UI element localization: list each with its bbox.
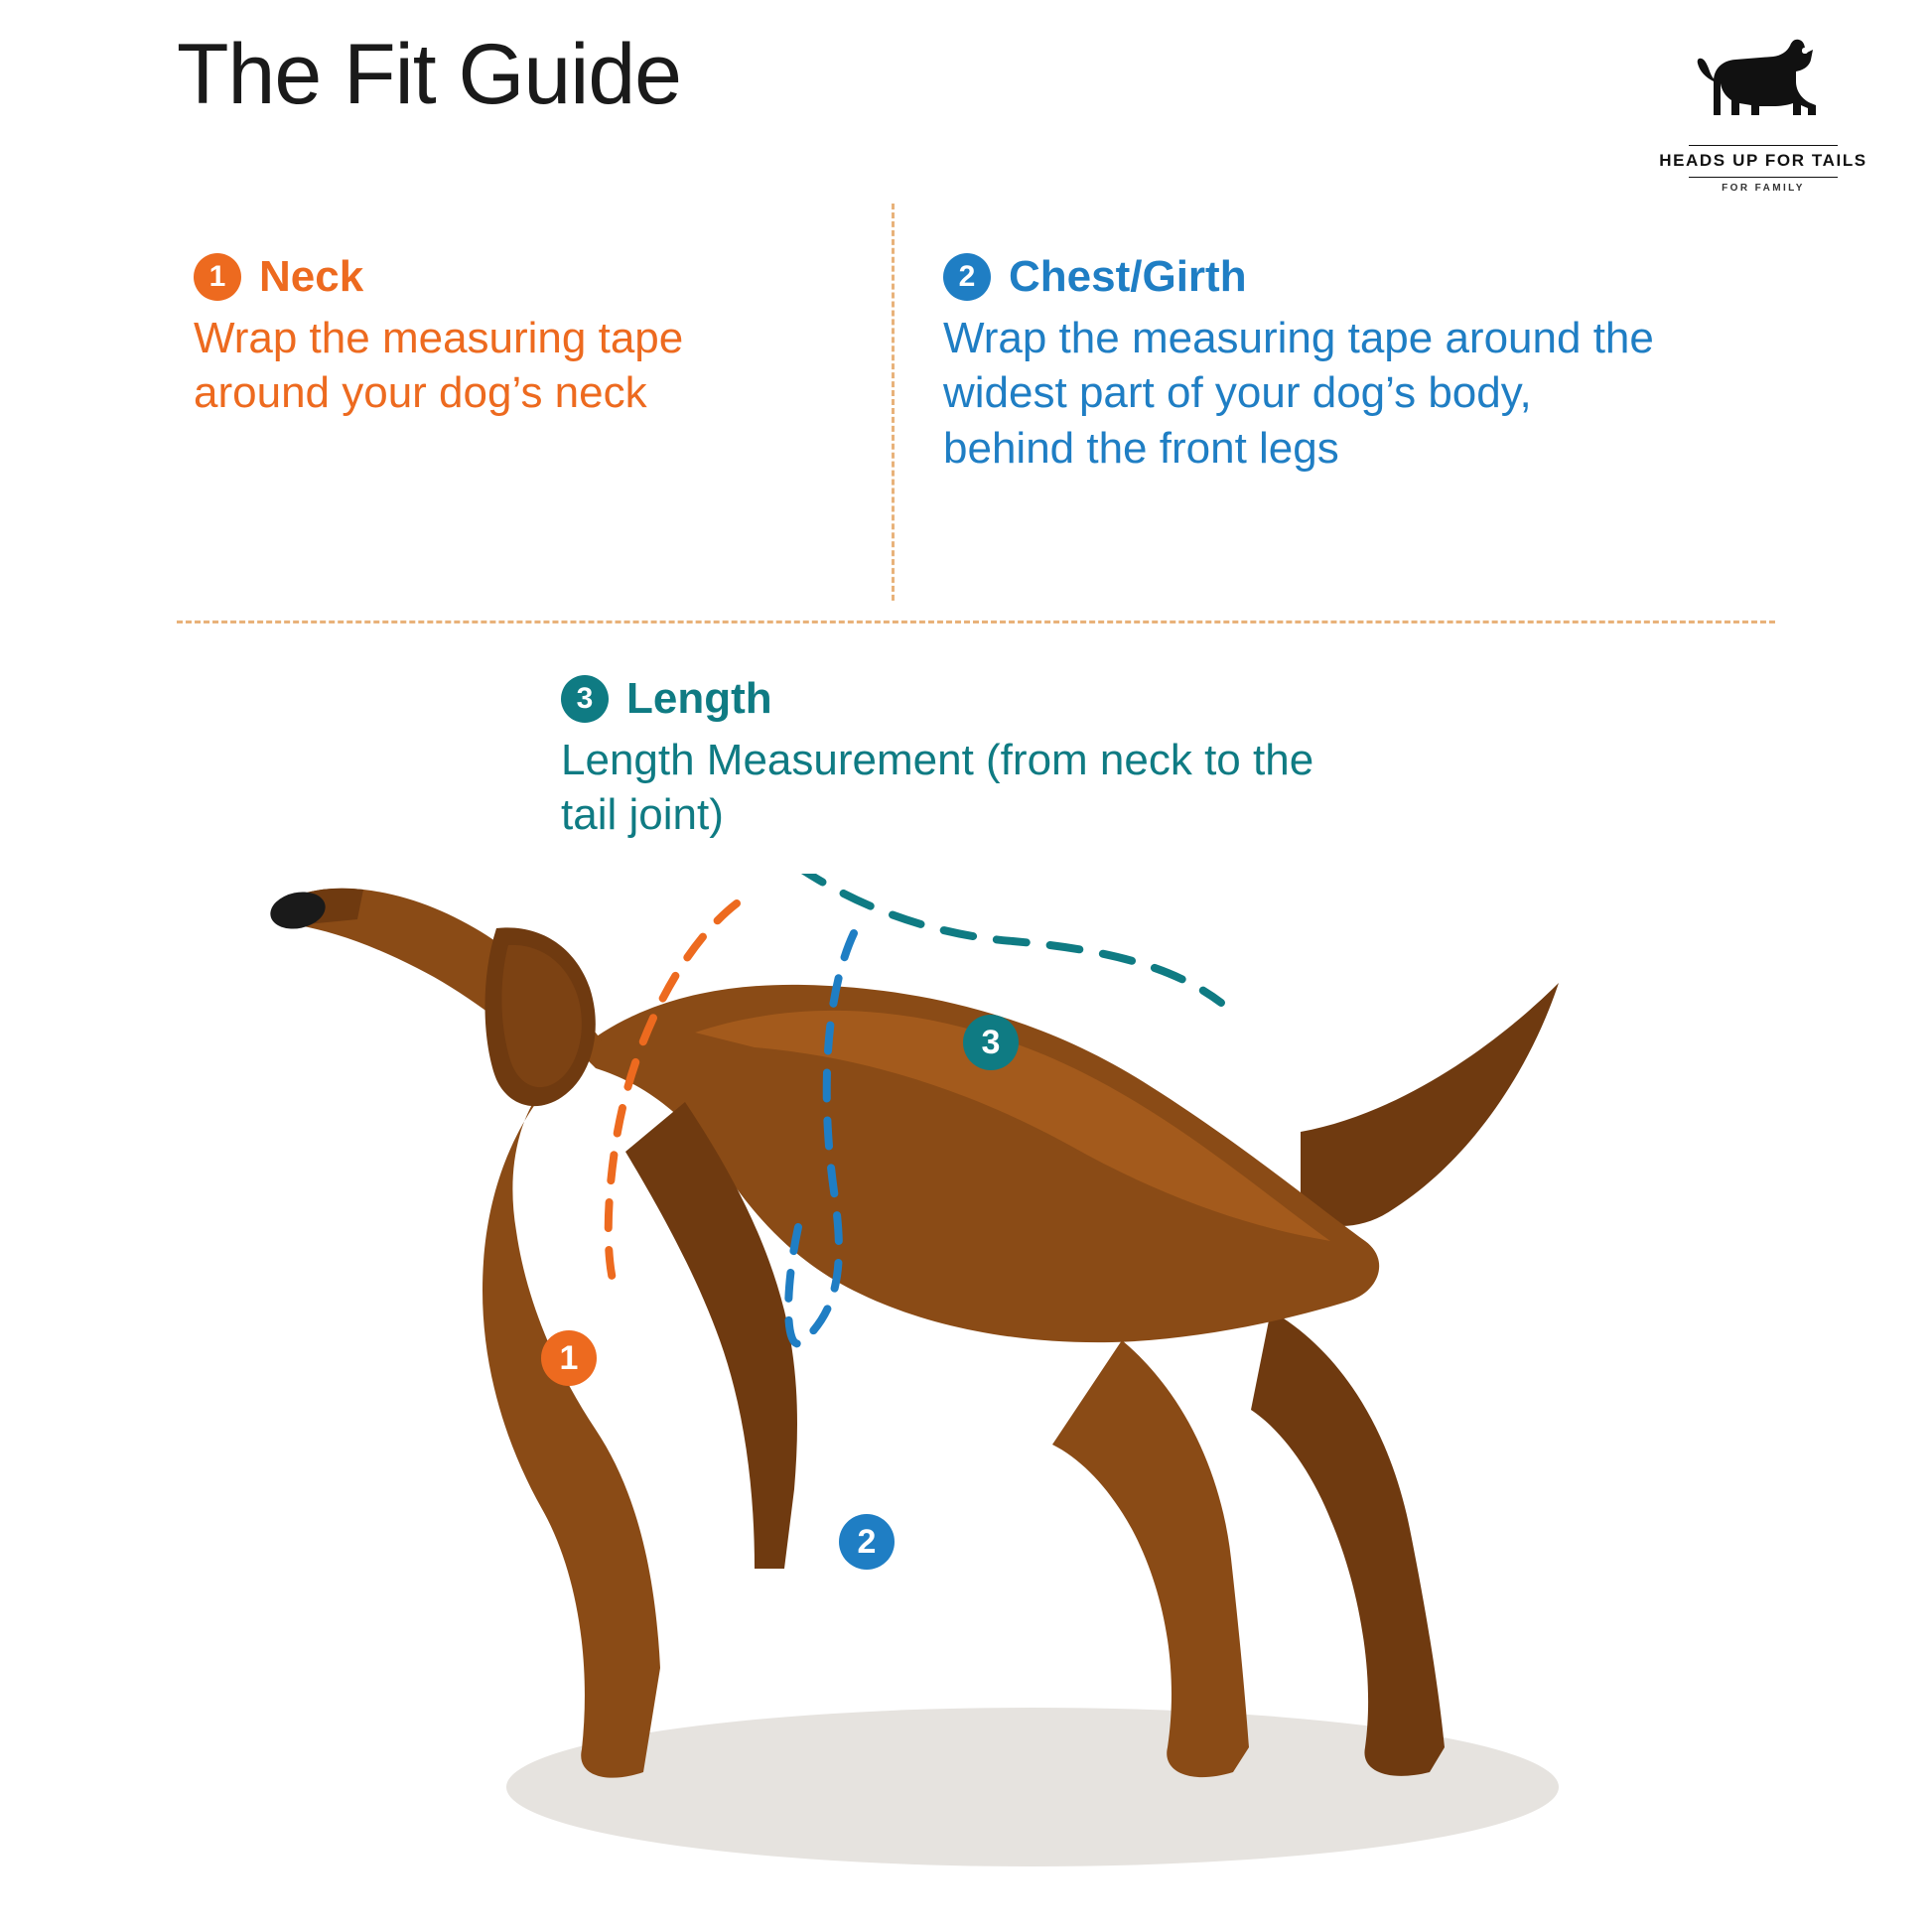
length-measure-line — [755, 874, 1221, 1003]
dog-back-leg-far — [1251, 1311, 1445, 1776]
step-neck-description: Wrap the measuring tape around your dog’s neck — [194, 314, 684, 418]
dog-silhouette-icon — [1654, 30, 1872, 139]
brand-tagline: FOR FAMILY — [1722, 183, 1805, 194]
brand-name: HEADS UP FOR TAILS — [1659, 151, 1867, 170]
divider-horizontal — [177, 621, 1775, 623]
step-length-header — [561, 675, 1335, 723]
logo-divider-bottom — [1689, 177, 1838, 178]
step-neck-header — [194, 253, 710, 301]
step-neck — [194, 253, 710, 421]
step-length-badge: 3 — [561, 675, 609, 723]
divider-vertical — [892, 204, 895, 601]
marker-neck: 1 — [541, 1330, 597, 1386]
page-title: The Fit Guide — [177, 27, 681, 122]
marker-length: 3 — [963, 1015, 1019, 1070]
step-length-description: Length Measurement (from neck to the tail joint) — [561, 736, 1314, 840]
step-neck-badge: 1 — [194, 253, 241, 301]
step-neck-title: Neck — [259, 252, 364, 301]
step-chest-badge: 2 — [943, 253, 991, 301]
step-chest-title: Chest/Girth — [1009, 252, 1247, 301]
step-chest-description: Wrap the measuring tape around the widest part of your dog’s body, behind the front legs — [943, 314, 1654, 473]
step-length-title: Length — [626, 674, 772, 723]
step-chest-header — [943, 253, 1658, 301]
dog-front-leg-near — [483, 1057, 660, 1778]
dog-tail — [1301, 983, 1559, 1226]
logo-divider — [1689, 145, 1838, 146]
brand-logo — [1654, 30, 1872, 194]
step-length — [561, 675, 1335, 843]
marker-chest: 2 — [839, 1514, 895, 1570]
step-chest — [943, 253, 1658, 476]
